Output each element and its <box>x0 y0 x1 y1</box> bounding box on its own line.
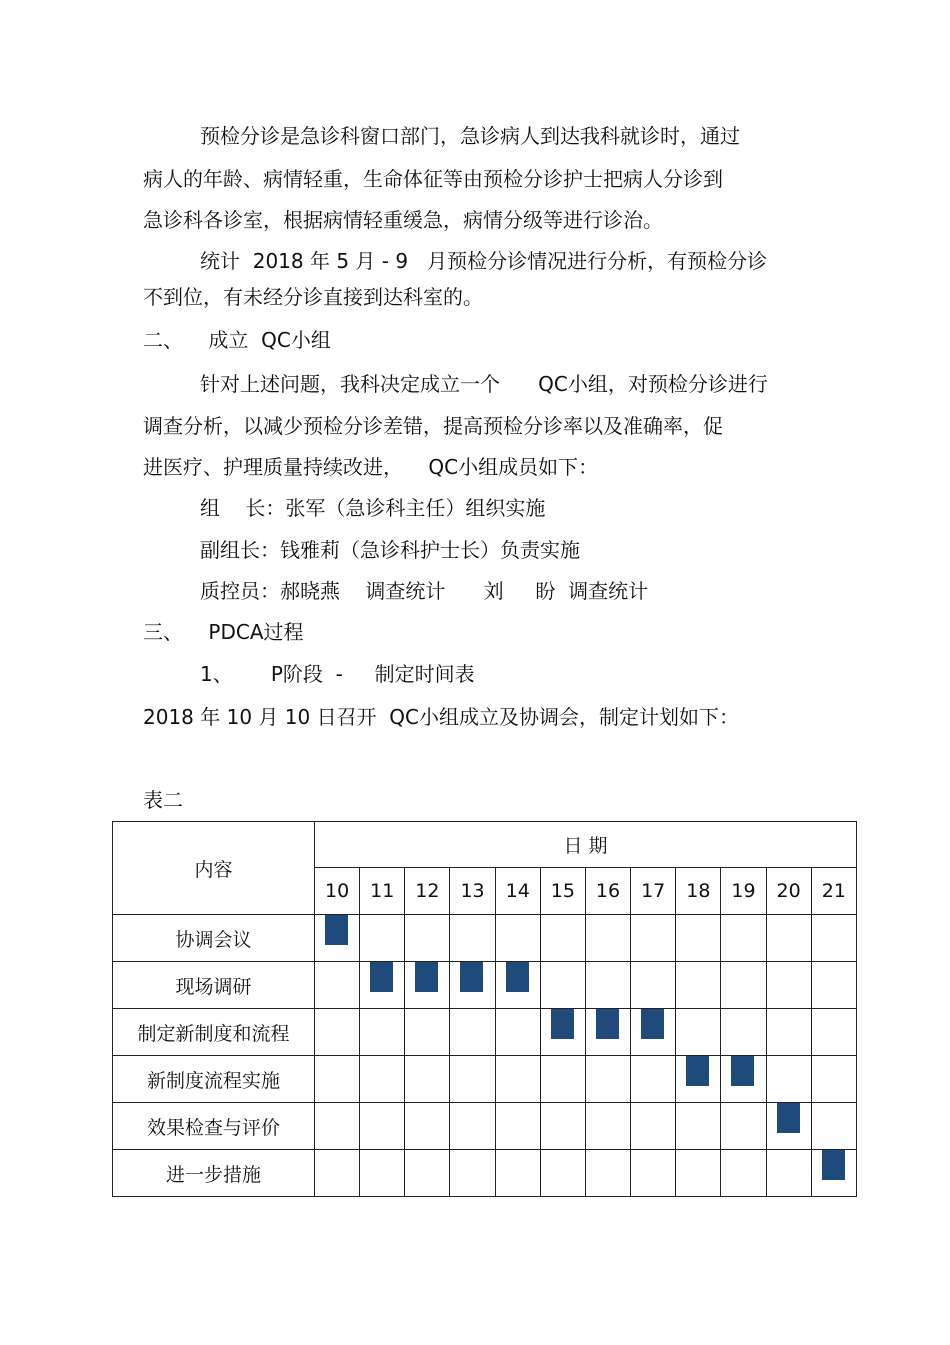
schedule-grid <box>112 821 857 1197</box>
schedule-cell <box>360 962 405 1009</box>
member-quality-control: 质控员：郝晓燕 调查统计 刘 盼 调查统计 <box>200 579 649 603</box>
paragraph-1-line-2: 病人的年龄、病情轻重，生命体征等由预检分诊护士把病人分诊到 <box>143 167 723 191</box>
schedule-cell <box>495 1009 540 1056</box>
schedule-cell <box>315 915 360 962</box>
schedule-bar <box>325 915 348 945</box>
date-cell-10: 10 <box>315 868 360 915</box>
table-row <box>113 1103 857 1150</box>
schedule-cell <box>540 1150 585 1197</box>
schedule-cell <box>450 1009 495 1056</box>
schedule-cell <box>450 915 495 962</box>
date-cell-17: 17 <box>631 868 676 915</box>
paragraph-2-line-2: 不到位，有未经分诊直接到达科室的。 <box>143 285 483 309</box>
schedule-cell <box>721 915 766 962</box>
schedule-bar <box>596 1009 619 1039</box>
schedule-cell <box>676 962 721 1009</box>
paragraph-3-line-2: 调查分析，以减少预检分诊差错，提高预检分诊率以及准确率，促 <box>143 414 723 438</box>
paragraph-3-line-3: 进医疗、护理质量持续改进， QC小组成员如下： <box>143 455 599 479</box>
schedule-cell <box>540 915 585 962</box>
schedule-cell <box>450 1150 495 1197</box>
schedule-cell <box>405 1056 450 1103</box>
schedule-cell <box>631 1103 676 1150</box>
schedule-cell <box>721 1103 766 1150</box>
schedule-cell <box>585 915 630 962</box>
schedule-cell <box>721 1009 766 1056</box>
date-cell-13: 13 <box>450 868 495 915</box>
table-row <box>113 962 857 1009</box>
schedule-cell <box>360 1009 405 1056</box>
schedule-cell <box>631 962 676 1009</box>
schedule-cell <box>811 1150 856 1197</box>
date-cell-12: 12 <box>405 868 450 915</box>
content-header: 内容 <box>113 822 315 915</box>
task-label: 效果检查与评价 <box>113 1103 315 1150</box>
schedule-bar <box>415 962 438 992</box>
date-cell-20: 20 <box>766 868 811 915</box>
paragraph-1-line-1: 预检分诊是急诊科窗口部门，急诊病人到达我科就诊时，通过 <box>200 124 740 148</box>
schedule-cell <box>450 1056 495 1103</box>
schedule-cell <box>676 915 721 962</box>
schedule-bar <box>777 1103 800 1133</box>
schedule-cell <box>450 962 495 1009</box>
paragraph-3-line-1: 针对上述问题，我科决定成立一个 QC小组，对预检分诊进行 <box>200 372 768 396</box>
schedule-cell <box>315 1150 360 1197</box>
schedule-cell <box>721 962 766 1009</box>
paragraph-1-line-3: 急诊科各诊室，根据病情轻重缓急，病情分级等进行诊治。 <box>143 208 663 232</box>
date-cell-19: 19 <box>721 868 766 915</box>
schedule-cell <box>811 1056 856 1103</box>
schedule-cell <box>585 1056 630 1103</box>
schedule-cell <box>450 1103 495 1150</box>
schedule-cell <box>766 962 811 1009</box>
schedule-cell <box>631 1056 676 1103</box>
schedule-bar <box>731 1056 754 1086</box>
section-3-heading: 三、 PDCA过程 <box>143 620 304 644</box>
date-cell-15: 15 <box>540 868 585 915</box>
date-cell-14: 14 <box>495 868 540 915</box>
task-label: 现场调研 <box>113 962 315 1009</box>
schedule-cell <box>360 1103 405 1150</box>
schedule-cell <box>495 915 540 962</box>
schedule-cell <box>811 962 856 1009</box>
schedule-cell <box>315 962 360 1009</box>
schedule-bar <box>641 1009 664 1039</box>
member-deputy: 副组长：钱雅莉（急诊科护士长）负责实施 <box>200 538 580 562</box>
date-cell-21: 21 <box>811 868 856 915</box>
table-row <box>113 915 857 962</box>
paragraph-4: 2018 年 10 月 10 日召开 QC小组成立及协调会，制定计划如下： <box>143 705 740 729</box>
table-row <box>113 1150 857 1197</box>
schedule-cell <box>405 915 450 962</box>
table-caption: 表二 <box>143 788 183 812</box>
schedule-cell <box>495 962 540 1009</box>
schedule-cell <box>495 1150 540 1197</box>
task-label: 制定新制度和流程 <box>113 1009 315 1056</box>
schedule-bar <box>822 1150 845 1180</box>
schedule-cell <box>495 1056 540 1103</box>
schedule-cell <box>585 1009 630 1056</box>
schedule-cell <box>811 1103 856 1150</box>
task-label: 新制度流程实施 <box>113 1056 315 1103</box>
schedule-cell <box>631 915 676 962</box>
schedule-cell <box>631 1150 676 1197</box>
schedule-cell <box>585 1103 630 1150</box>
date-cell-16: 16 <box>585 868 630 915</box>
schedule-bar <box>370 962 393 992</box>
schedule-cell <box>405 1103 450 1150</box>
schedule-cell <box>405 1009 450 1056</box>
schedule-cell <box>540 1009 585 1056</box>
schedule-cell <box>811 1009 856 1056</box>
schedule-cell <box>495 1103 540 1150</box>
date-cell-11: 11 <box>360 868 405 915</box>
schedule-cell <box>676 1103 721 1150</box>
schedule-cell <box>540 1103 585 1150</box>
schedule-cell <box>405 1150 450 1197</box>
paragraph-2-line-1: 统计 2018 年 5 月 - 9 月预检分诊情况进行分析，有预检分诊 <box>200 249 768 273</box>
subsection-heading: 1、 P阶段 - 制定时间表 <box>200 662 475 686</box>
section-2-heading: 二、 成立 QC小组 <box>143 328 331 352</box>
schedule-bar <box>506 962 529 992</box>
schedule-cell <box>721 1056 766 1103</box>
schedule-cell <box>405 962 450 1009</box>
schedule-cell <box>540 1056 585 1103</box>
table-row <box>113 1009 857 1056</box>
date-cell-18: 18 <box>676 868 721 915</box>
schedule-cell <box>811 915 856 962</box>
schedule-cell <box>766 1056 811 1103</box>
task-label: 进一步措施 <box>113 1150 315 1197</box>
schedule-cell <box>360 1150 405 1197</box>
schedule-bar <box>686 1056 709 1086</box>
schedule-cell <box>676 1056 721 1103</box>
schedule-cell <box>315 1009 360 1056</box>
schedule-cell <box>676 1009 721 1056</box>
schedule-cell <box>631 1009 676 1056</box>
schedule-cell <box>585 1150 630 1197</box>
schedule-cell <box>766 1103 811 1150</box>
schedule-cell <box>766 915 811 962</box>
member-leader: 组 长：张军（急诊科主任）组织实施 <box>200 496 546 520</box>
schedule-cell <box>766 1009 811 1056</box>
schedule-cell <box>676 1150 721 1197</box>
schedule-cell <box>315 1103 360 1150</box>
date-header: 日 期 <box>315 822 857 868</box>
schedule-cell <box>360 1056 405 1103</box>
schedule-table <box>112 821 857 1196</box>
schedule-cell <box>315 1056 360 1103</box>
schedule-bar <box>460 962 483 992</box>
schedule-cell <box>721 1150 766 1197</box>
table-row <box>113 1056 857 1103</box>
schedule-cell <box>360 915 405 962</box>
schedule-cell <box>766 1150 811 1197</box>
schedule-bar <box>551 1009 574 1039</box>
schedule-cell <box>585 962 630 1009</box>
task-label: 协调会议 <box>113 915 315 962</box>
schedule-cell <box>540 962 585 1009</box>
